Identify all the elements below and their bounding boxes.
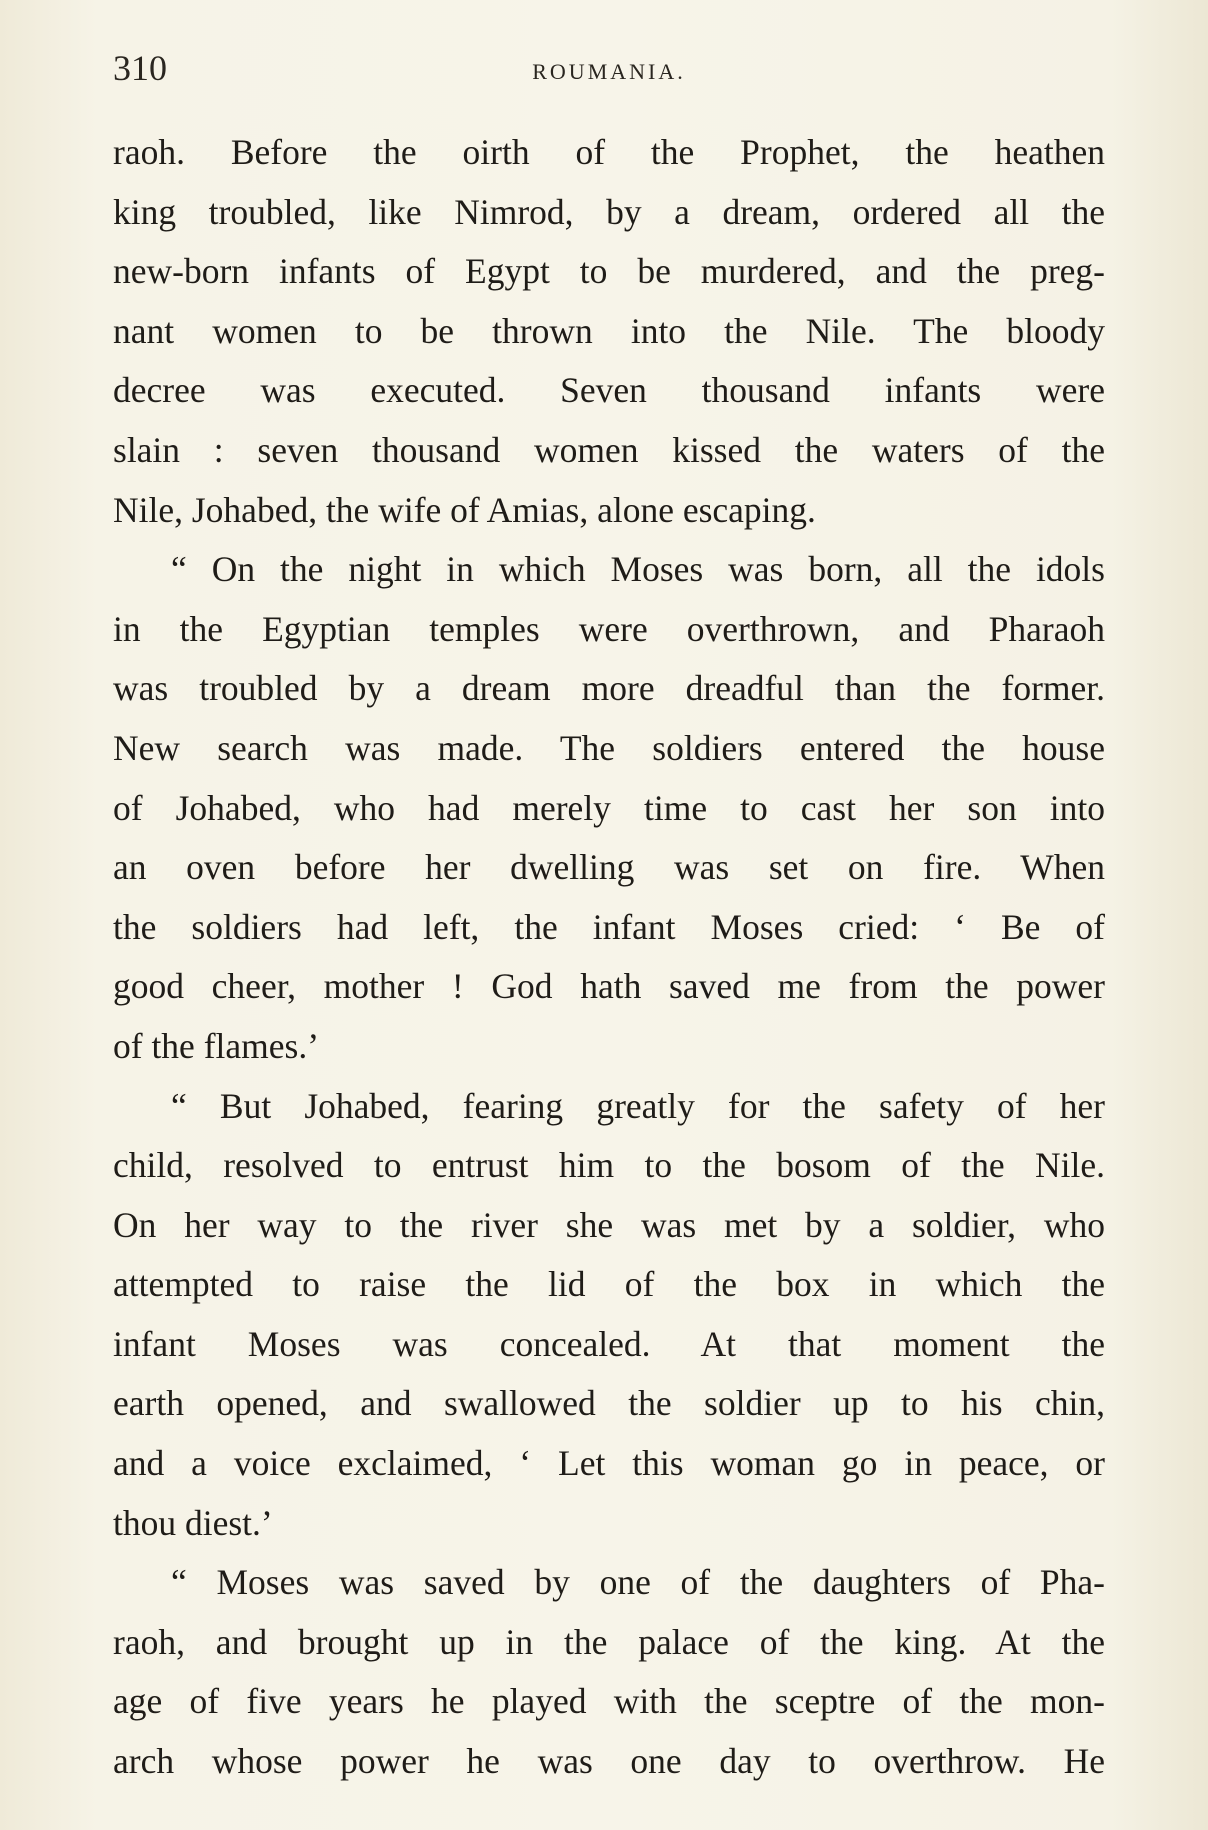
text-line: “ But Johabed, fearing greatly for the safety of her bbox=[171, 1085, 1105, 1126]
text-line: earth opened, and swallowed the soldier up to his chin, bbox=[113, 1383, 1105, 1424]
text-line: an oven before her dwelling was set on fire. When bbox=[113, 847, 1105, 888]
text-line: raoh. Before the oirth of the Prophet, the heathen bbox=[113, 132, 1105, 172]
text-line: nant women to be thrown into the Nile. The bloody bbox=[113, 310, 1105, 351]
text-line: “ Moses was saved by one of the daughters of Pha- bbox=[171, 1562, 1105, 1603]
text-line: infant Moses was concealed. At that moment the bbox=[113, 1323, 1105, 1364]
text-line: thou diest.’ bbox=[113, 1502, 273, 1543]
text-line: arch whose power he was one day to overthrow. He bbox=[113, 1741, 1105, 1782]
text-line: and a voice exclaimed, ‘ Let this woman go in peace, or bbox=[113, 1443, 1105, 1484]
page-header bbox=[113, 38, 1105, 98]
text-line: age of five years he played with the sceptre of the mon- bbox=[113, 1681, 1105, 1722]
text-line: attempted to raise the lid of the box in which the bbox=[113, 1264, 1105, 1305]
text-line: was troubled by a dream more dreadful than the former. bbox=[113, 668, 1105, 709]
text-line: Nile, Johabed, the wife of Amias, alone escaping. bbox=[113, 489, 816, 530]
body-text bbox=[113, 123, 1105, 1792]
text-line: new-born infants of Egypt to be murdered, and the preg- bbox=[113, 251, 1105, 292]
text-line: New search was made. The soldiers entered the house bbox=[113, 727, 1105, 768]
text-line: the soldiers had left, the infant Moses cried: ‘ Be of bbox=[113, 906, 1105, 947]
text-line: child, resolved to entrust him to the bosom of the Nile. bbox=[113, 1145, 1105, 1186]
text-line: of the flames.’ bbox=[113, 1025, 320, 1066]
text-line: raoh, and brought up in the palace of the king. At the bbox=[113, 1621, 1105, 1662]
text-line: decree was executed. Seven thousand infants were bbox=[113, 370, 1105, 411]
text-line: king troubled, like Nimrod, by a dream, ordered all the bbox=[113, 191, 1105, 232]
text-line: slain : seven thousand women kissed the waters of the bbox=[113, 429, 1105, 470]
running-head: ROUMANIA. bbox=[532, 59, 686, 84]
text-line: in the Egyptian temples were overthrown, and Pharaoh bbox=[113, 608, 1105, 649]
text-line: of Johabed, who had merely time to cast her son into bbox=[113, 787, 1105, 828]
text-line: good cheer, mother ! God hath saved me from the power bbox=[113, 966, 1105, 1007]
text-line: On her way to the river she was met by a soldier, who bbox=[113, 1204, 1105, 1245]
page-number: 310 bbox=[113, 48, 167, 88]
text-line: “ On the night in which Moses was born, all the idols bbox=[171, 549, 1105, 590]
